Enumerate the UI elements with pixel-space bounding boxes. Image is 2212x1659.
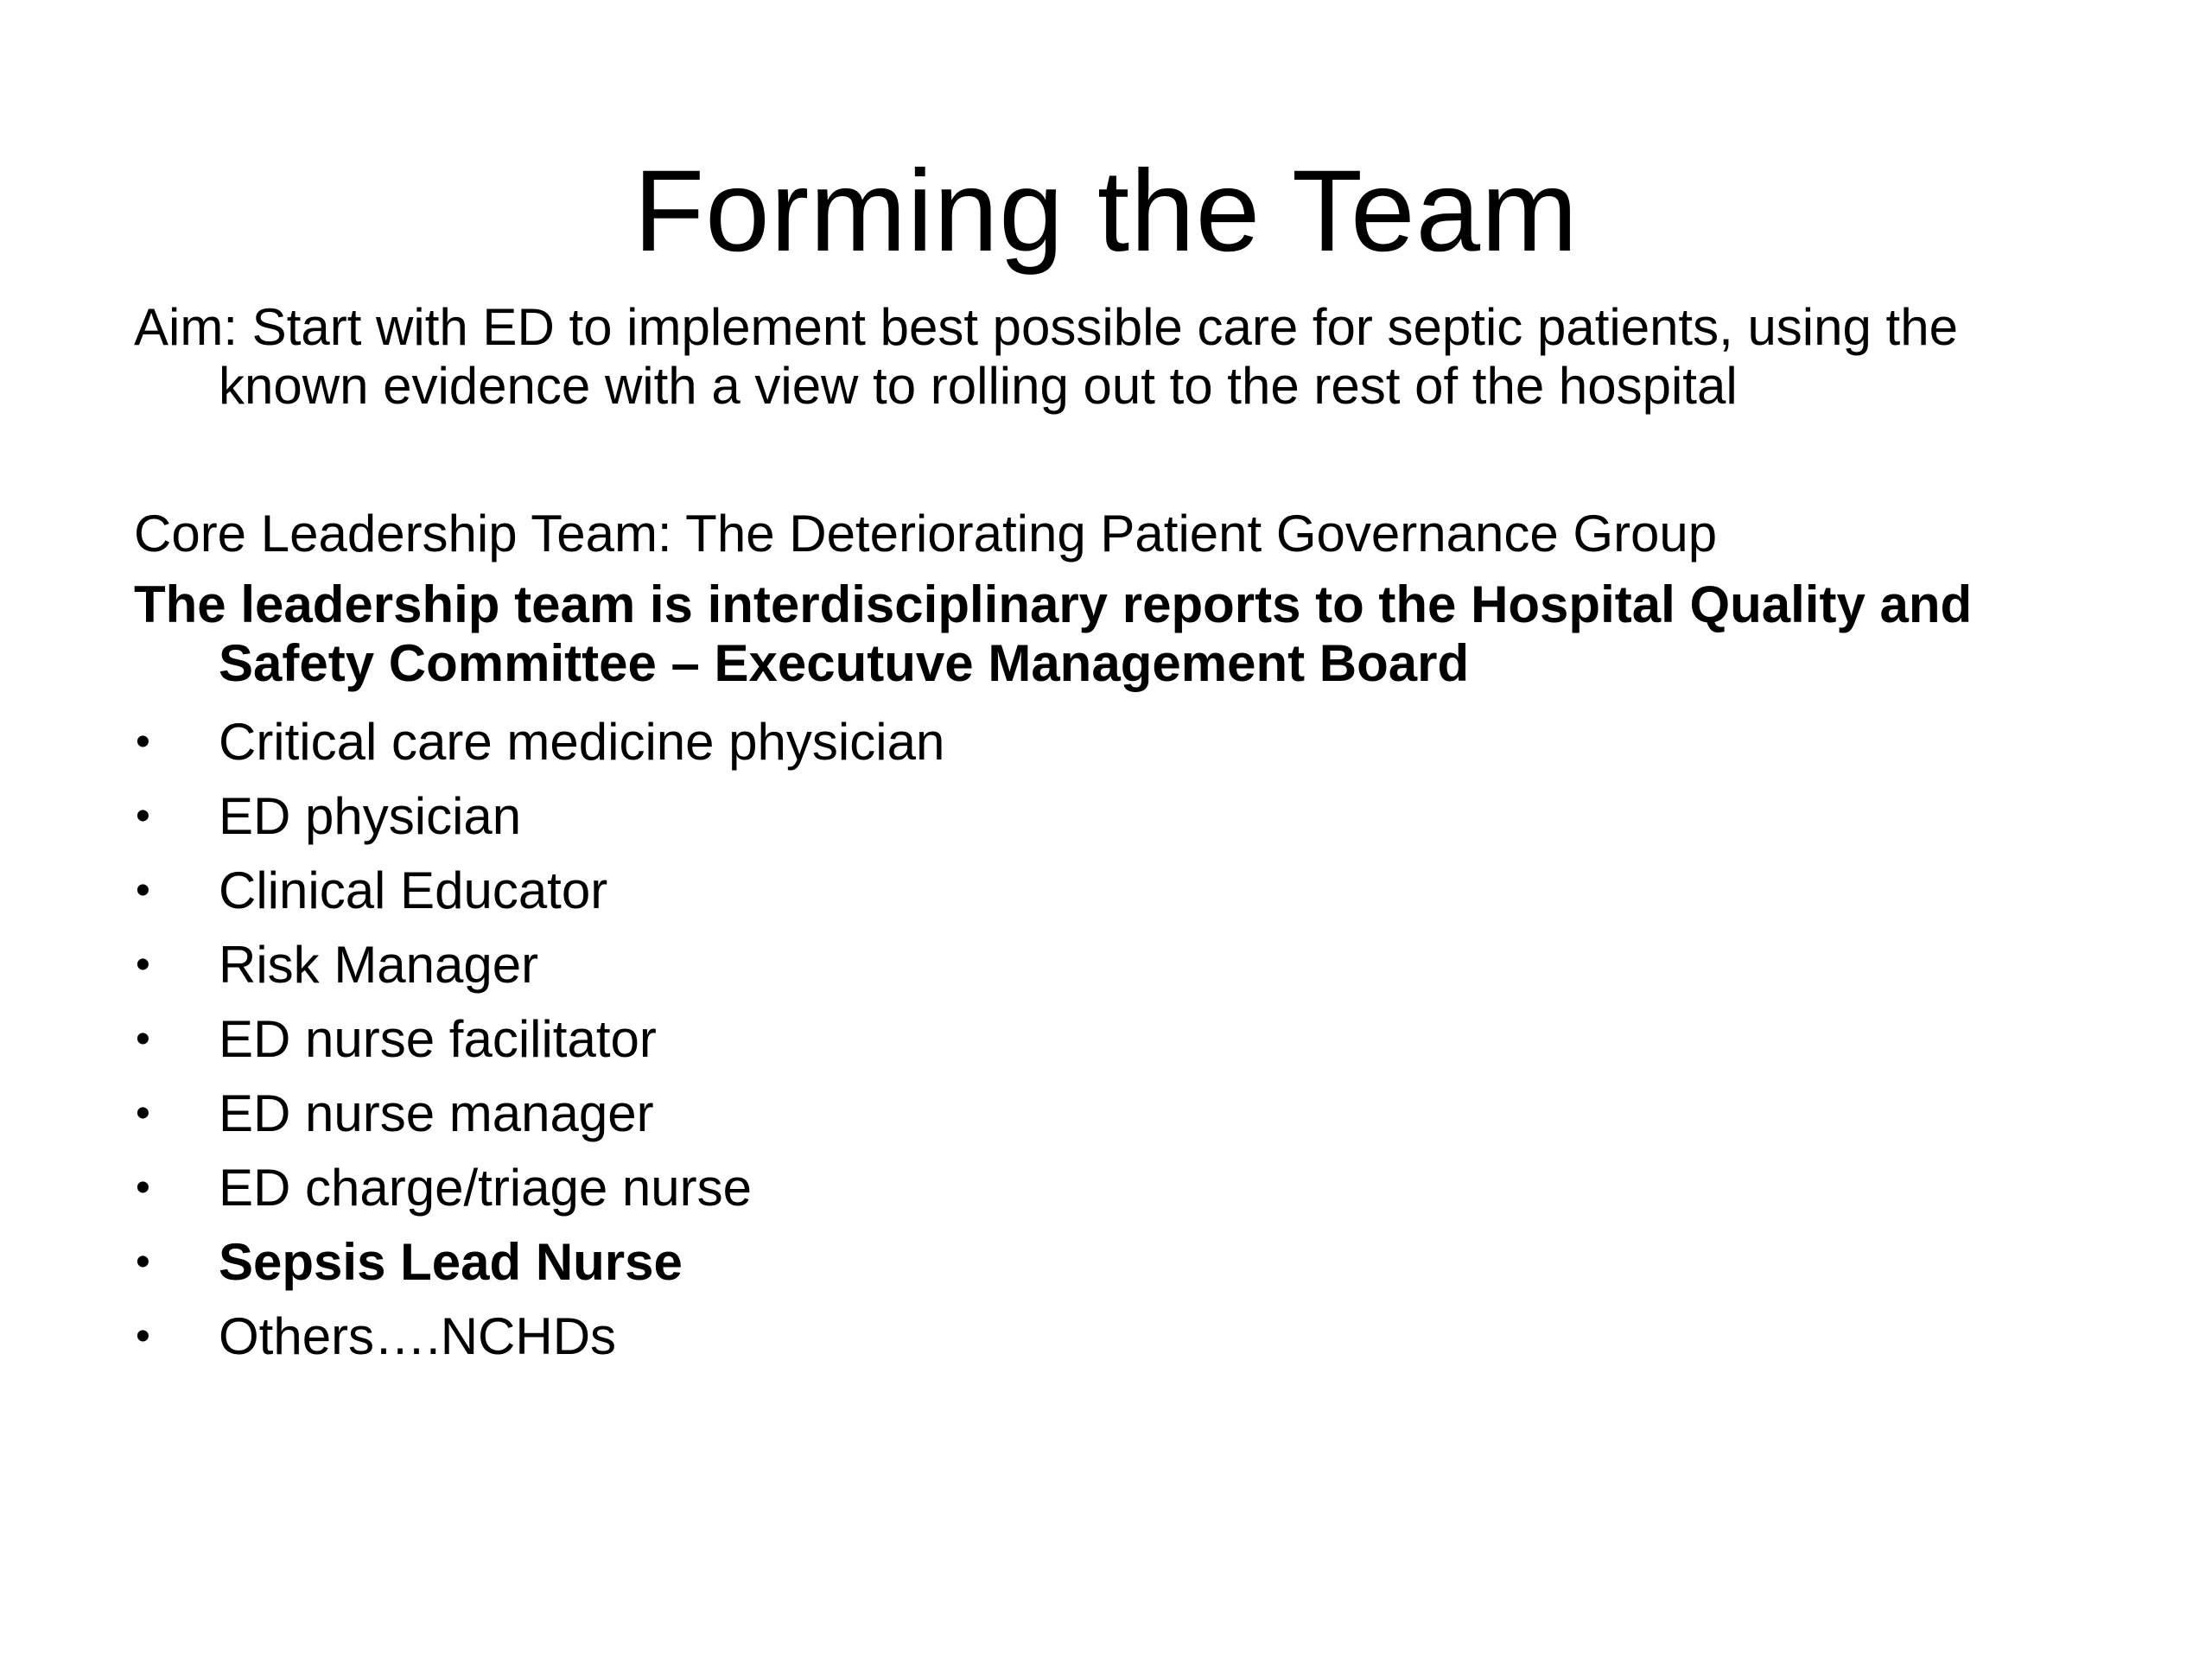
list-item <box>134 1077 2121 1151</box>
list-item <box>134 928 2121 1002</box>
reporting-statement: The leadership team is interdisciplinary reports to the Hospital Quality and Safety Committee – Executuve Management Board <box>134 575 1973 692</box>
list-item-label: ED charge/triage nurse <box>219 1159 752 1217</box>
list-item <box>134 1151 2121 1225</box>
aim-statement: Aim: Start with ED to implement best possible care for septic patients, using the known evidence with a view to rolling out to the rest of the hospital <box>134 298 1958 415</box>
list-item-label: ED nurse facilitator <box>219 1010 657 1068</box>
bullet-icon: • <box>136 793 150 839</box>
list-item <box>134 854 2121 928</box>
list-item <box>134 705 2121 779</box>
bullet-icon: • <box>136 1239 150 1285</box>
list-item-label: Clinical Educator <box>219 861 608 919</box>
list-item-label: Risk Manager <box>219 936 539 994</box>
list-item <box>134 1300 2121 1374</box>
list-item-label: Critical care medicine physician <box>219 713 945 771</box>
list-item-label: ED physician <box>219 787 522 845</box>
bullet-icon: • <box>136 942 150 988</box>
list-item <box>134 1002 2121 1077</box>
slide-body <box>134 298 2121 1374</box>
slide-title: Forming the Team <box>633 147 1579 276</box>
team-member-list <box>134 705 2121 1374</box>
bullet-icon: • <box>136 868 150 913</box>
bullet-icon: • <box>136 1016 150 1062</box>
list-item-label: Others….NCHDs <box>219 1307 617 1365</box>
list-item-label: Sepsis Lead Nurse <box>219 1233 683 1291</box>
list-item-label: ED nurse manager <box>219 1084 654 1142</box>
bullet-icon: • <box>136 1165 150 1211</box>
list-item <box>134 1225 2121 1300</box>
list-item <box>134 779 2121 854</box>
bullet-icon: • <box>136 719 150 765</box>
core-leadership-team: Core Leadership Team: The Deteriorating Patient Governance Group <box>134 505 1718 563</box>
bullet-icon: • <box>136 1313 150 1359</box>
bullet-icon: • <box>136 1090 150 1136</box>
